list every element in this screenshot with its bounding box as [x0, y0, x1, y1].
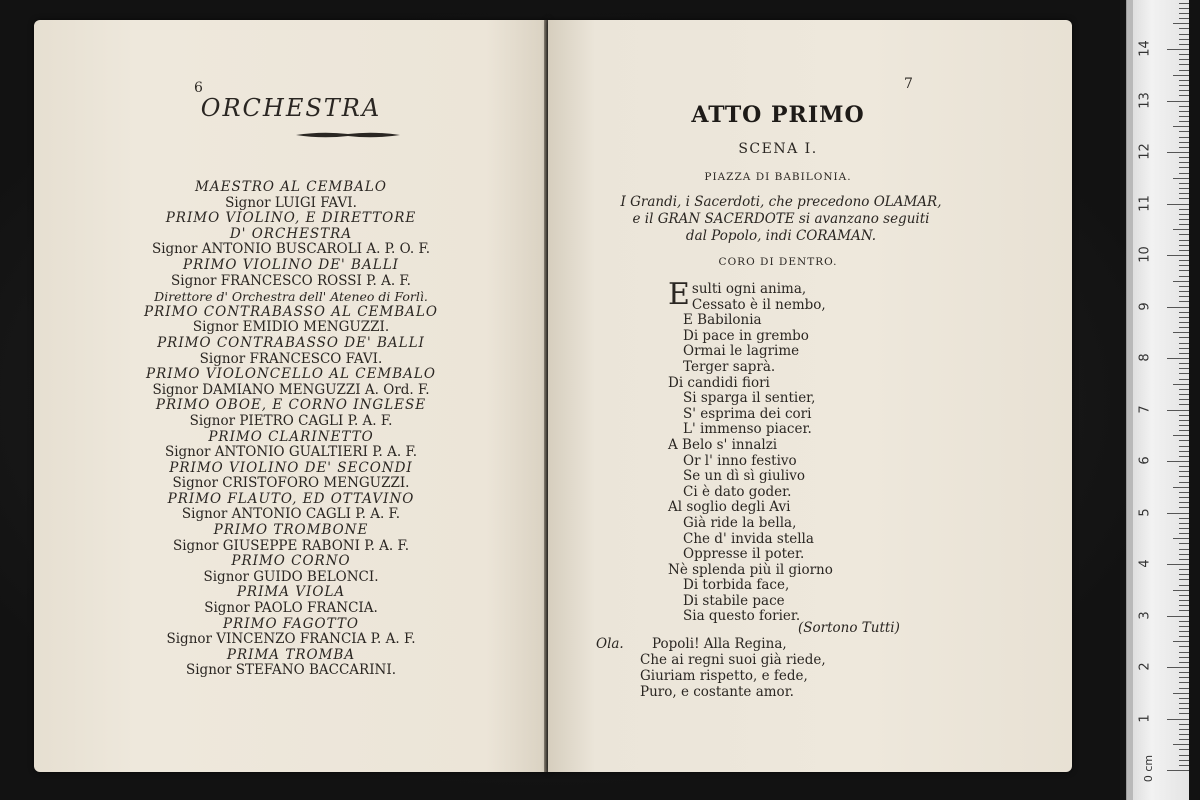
verse-line: S' esprima dei cori — [683, 405, 812, 422]
ruler-tick — [1179, 559, 1189, 560]
ruler-tick — [1179, 518, 1189, 519]
ruler-tick — [1179, 111, 1189, 112]
ruler-tick — [1179, 574, 1189, 575]
roster-role: PRIMO CORNO — [231, 553, 351, 570]
ruler-label: 5 — [1137, 507, 1153, 517]
ruler-tick — [1179, 70, 1189, 71]
ruler-tick — [1179, 147, 1189, 148]
ruler-tick — [1179, 167, 1189, 168]
ruler-tick — [1179, 18, 1189, 19]
ruler-tick — [1173, 75, 1189, 76]
ruler-label: 1 — [1137, 713, 1153, 723]
ruler-tick — [1179, 373, 1189, 374]
ruler-tick — [1179, 698, 1189, 699]
roster-name: Signor STEFANO BACCARINI. — [185, 662, 396, 679]
roster-role: PRIMO OBOE, E CORNO INGLESE — [155, 397, 427, 414]
verse-line: A Belo s' innalzi — [668, 436, 778, 453]
ruler-tick — [1173, 590, 1189, 591]
roster-role: PRIMO CLARINETTO — [208, 428, 374, 445]
ruler-tick — [1179, 54, 1189, 55]
ruler-tick — [1179, 677, 1189, 678]
ruler-tick — [1167, 358, 1189, 359]
ruler-tick — [1167, 255, 1189, 256]
roster-name: Signor VINCENZO FRANCIA P. A. F. — [166, 631, 416, 648]
ruler-tick — [1179, 585, 1189, 586]
roster-name: Signor GUIDO BELONCI. — [203, 568, 379, 585]
ruler-tick — [1179, 425, 1189, 426]
ruler-tick — [1179, 765, 1189, 766]
ruler-tick — [1179, 80, 1189, 81]
roster-role: PRIMO VIOLINO DE' SECONDI — [169, 459, 413, 476]
ruler-label: 13 — [1137, 91, 1153, 109]
page-number: 7 — [904, 76, 913, 92]
ruler-tick — [1179, 44, 1189, 45]
ruler-tick — [1179, 265, 1189, 266]
ruler-tick — [1179, 713, 1189, 714]
ruler-label: 11 — [1137, 194, 1153, 212]
ruler-tick — [1179, 270, 1189, 271]
ruler-tick — [1173, 384, 1189, 385]
ruler-label: 8 — [1137, 353, 1153, 362]
ruler-tick — [1179, 291, 1189, 292]
ruler-tick — [1179, 451, 1189, 452]
ruler-tick — [1179, 734, 1189, 735]
ruler-tick — [1179, 13, 1189, 14]
ruler-tick — [1179, 482, 1189, 483]
ruler-tick — [1179, 173, 1189, 174]
ruler-tick — [1179, 497, 1189, 498]
roster-name: Signor CRISTOFORO MENGUZZI. — [172, 475, 410, 492]
ruler-tick — [1179, 260, 1189, 261]
ruler-tick — [1179, 224, 1189, 225]
scene-place: PIAZZA DI BABILONIA. — [704, 171, 852, 183]
ruler-tick — [1179, 760, 1189, 761]
roster-role: PRIMO CONTRABASSO DE' BALLI — [157, 334, 425, 351]
ruler-tick — [1179, 322, 1189, 323]
ruler-label: 14 — [1137, 40, 1153, 57]
verse-line: Nè splenda più il giorno — [668, 561, 833, 578]
ruler-tick — [1179, 240, 1189, 241]
right-page — [548, 20, 1072, 772]
ruler-tick — [1179, 3, 1189, 4]
ruler-tick — [1179, 317, 1189, 318]
ruler-tick — [1179, 183, 1189, 184]
ruler-tick — [1179, 456, 1189, 457]
ruler-tick — [1167, 667, 1189, 668]
speaker-verse — [640, 636, 826, 700]
ruler-tick — [1179, 106, 1189, 107]
verse-line: Già ride la bella, — [683, 514, 797, 531]
ruler-tick — [1179, 368, 1189, 369]
verse-line: Oppresse il poter. — [683, 546, 805, 563]
ruler-tick — [1179, 662, 1189, 663]
ruler-tick — [1179, 188, 1189, 189]
ruler-tick — [1179, 121, 1189, 122]
ruler-tick — [1179, 502, 1189, 503]
roster-name: Signor FRANCESCO ROSSI P. A. F. — [171, 272, 411, 289]
ruler-tick — [1179, 142, 1189, 143]
verse-line: Di stabile pace — [683, 592, 785, 609]
ruler-tick — [1179, 672, 1189, 673]
ruler-tick — [1167, 307, 1189, 308]
left-page — [34, 20, 548, 772]
ruler-tick — [1179, 579, 1189, 580]
stage-direction-line: I Grandi, i Sacerdoti, che precedono OLAMAR, — [620, 194, 942, 210]
ruler-tick — [1179, 404, 1189, 405]
verse-line: Ci è dato goder. — [683, 483, 792, 500]
drop-cap: E — [668, 277, 690, 312]
stage-direction-line: e il GRAN SACERDOTE si avanzano seguiti — [632, 211, 930, 227]
ruler-tick — [1179, 198, 1189, 199]
ruler-tick — [1167, 513, 1189, 514]
ruler-tick — [1173, 744, 1189, 745]
ruler-tick — [1179, 476, 1189, 477]
ruler-tick — [1179, 430, 1189, 431]
roster-name: Signor EMIDIO MENGUZZI. — [192, 319, 390, 336]
ruler-tick — [1179, 682, 1189, 683]
ruler-tick — [1179, 657, 1189, 658]
ruler-tick — [1179, 631, 1189, 632]
ruler-tick — [1179, 420, 1189, 421]
roster-role: PRIMA VIOLA — [236, 584, 346, 601]
ruler-tick — [1167, 616, 1189, 617]
ruler-tick — [1179, 492, 1189, 493]
chorus-label: CORO DI DENTRO. — [718, 256, 838, 268]
ruler-tick — [1179, 209, 1189, 210]
ruler-tick — [1179, 250, 1189, 251]
roster-name: Signor ANTONIO CAGLI P. A. F. — [181, 506, 401, 523]
ruler-tick — [1179, 636, 1189, 637]
ruler-tick — [1179, 399, 1189, 400]
roster-role: PRIMO VIOLONCELLO AL CEMBALO — [146, 366, 436, 383]
ruler-tick — [1179, 528, 1189, 529]
verse-line: Di pace in grembo — [683, 327, 809, 344]
ruler-tick — [1179, 8, 1189, 9]
verse-line: Terger saprà. — [683, 358, 776, 375]
ruler-tick — [1173, 693, 1189, 694]
ruler-tick — [1179, 652, 1189, 653]
ruler-tick — [1173, 23, 1189, 24]
ruler-tick — [1173, 178, 1189, 179]
ruler-tick — [1179, 729, 1189, 730]
ruler-tick — [1179, 394, 1189, 395]
roster-role: PRIMO TROMBONE — [213, 522, 369, 539]
ruler-tick — [1167, 49, 1189, 50]
ruler-tick — [1167, 410, 1189, 411]
roster-role: PRIMO VIOLINO DE' BALLI — [183, 256, 399, 273]
ruler-tick — [1167, 719, 1189, 720]
roster-role: PRIMO FAGOTTO — [223, 615, 359, 632]
page-number: 6 — [194, 80, 203, 96]
roster-role: PRIMA TROMBA — [226, 646, 356, 663]
ruler-label: 2 — [1137, 662, 1153, 671]
ruler-tick — [1179, 724, 1189, 725]
verse-line: Al soglio degli Avi — [668, 499, 791, 516]
ruler-tick — [1179, 337, 1189, 338]
ruler-tick — [1179, 286, 1189, 287]
verse-line: Ormai le lagrime — [683, 343, 800, 360]
ruler-tick — [1173, 229, 1189, 230]
reply-line: Giuriam rispetto, e fede, — [640, 668, 808, 684]
ruler-tick — [1179, 533, 1189, 534]
ruler-tick — [1179, 157, 1189, 158]
verse-first-text: sulti ogni anima, — [691, 281, 807, 297]
ruler-label: 6 — [1137, 456, 1153, 465]
roster-name: Signor ANTONIO GUALTIERI P. A. F. — [164, 444, 418, 461]
ruler-tick — [1179, 363, 1189, 364]
ruler-tick — [1179, 595, 1189, 596]
ruler-tick — [1179, 234, 1189, 235]
roster-role: PRIMO CONTRABASSO AL CEMBALO — [144, 303, 438, 320]
ruler-tick — [1179, 34, 1189, 35]
orchestra-roster — [34, 180, 548, 679]
ruler-tick — [1173, 641, 1189, 642]
ruler-tick — [1179, 245, 1189, 246]
roster-note: Direttore d' Orchestra dell' Ateneo di Forlì. — [154, 289, 428, 305]
ruler-tick — [1179, 569, 1189, 570]
ruler-label: 12 — [1137, 143, 1153, 160]
act-title: ATTO PRIMO — [691, 102, 865, 128]
verse-line: Sia questo forier. — [683, 608, 801, 625]
verse-line: Cessato è il nembo, — [691, 296, 826, 313]
roster-role: PRIMO FLAUTO, ED OTTAVINO — [167, 490, 415, 507]
ruler-tick — [1179, 605, 1189, 606]
stage-direction-line: dal Popolo, indi CORAMAN. — [685, 228, 877, 244]
verse-line: Che d' invida stella — [683, 530, 814, 547]
ruler-edge — [1127, 0, 1133, 800]
ruler-tick — [1179, 64, 1189, 65]
ruler-tick — [1173, 281, 1189, 282]
ruler-tick — [1179, 39, 1189, 40]
exit-direction: (Sortono Tutti) — [798, 620, 900, 636]
ruler-tick — [1167, 461, 1189, 462]
ruler-tick — [1179, 523, 1189, 524]
ruler-tick — [1179, 626, 1189, 627]
roster-name: Signor DAMIANO MENGUZZI A. Ord. F. — [152, 381, 430, 398]
ruler-tick — [1179, 95, 1189, 96]
ruler-tick — [1179, 214, 1189, 215]
ruler-tick — [1179, 137, 1189, 138]
reply-line: Che ai regni suoi già riede, — [640, 652, 826, 668]
ruler-tick — [1179, 703, 1189, 704]
ruler-tick — [1179, 327, 1189, 328]
verse-line: Se un dì sì giulivo — [683, 468, 806, 485]
ruler-tick — [1179, 193, 1189, 194]
ruler-tick — [1179, 28, 1189, 29]
ruler-tick — [1179, 312, 1189, 313]
ruler-tick — [1179, 549, 1189, 550]
page-title: ORCHESTRA — [200, 94, 382, 122]
ruler-tick — [1173, 435, 1189, 436]
measuring-ruler — [1126, 0, 1189, 800]
ruler-tick — [1167, 101, 1189, 102]
verse-line: Si sparga il sentier, — [683, 390, 816, 407]
ruler-tick — [1179, 296, 1189, 297]
ruler-tick — [1179, 131, 1189, 132]
roster-name: Signor LUIGI FAVI. — [225, 194, 357, 211]
ruler-tick — [1179, 389, 1189, 390]
ruler-tick — [1179, 162, 1189, 163]
ruler-tick — [1179, 507, 1189, 508]
ruler-tick — [1179, 610, 1189, 611]
roster-name: Signor FRANCESCO FAVI. — [199, 350, 383, 367]
scene-heading: SCENA I. — [738, 141, 818, 157]
roster-role: D' ORCHESTRA — [229, 225, 353, 242]
stage-direction — [586, 194, 976, 245]
ruler-tick — [1179, 440, 1189, 441]
ornament-rule — [296, 130, 400, 140]
verse-line: Di torbida face, — [683, 577, 790, 594]
ruler-tick — [1179, 415, 1189, 416]
roster-name: Signor PAOLO FRANCIA. — [204, 600, 378, 617]
ruler-tick — [1179, 621, 1189, 622]
verse-line: Di candidi fiori — [668, 374, 770, 391]
ruler-tick — [1179, 688, 1189, 689]
ruler-tick — [1173, 332, 1189, 333]
ruler-tick — [1179, 543, 1189, 544]
ruler-label: 10 — [1137, 246, 1153, 263]
ruler-tick — [1167, 152, 1189, 153]
ruler-tick — [1179, 276, 1189, 277]
speaker-label: Ola. — [596, 636, 624, 652]
ruler-label: 4 — [1137, 559, 1153, 568]
roster-name: Signor GIUSEPPE RABONI P. A. F. — [172, 537, 410, 554]
ruler-tick — [1167, 204, 1189, 205]
roster-name: Signor PIETRO CAGLI P. A. F. — [189, 412, 393, 429]
ruler-tick — [1167, 770, 1189, 771]
ruler-tick — [1167, 564, 1189, 565]
ruler-tick — [1179, 90, 1189, 91]
chorus-verse — [668, 277, 833, 625]
ruler-unit: 0 cm — [1142, 754, 1156, 783]
roster-role: PRIMO VIOLINO, E DIRETTORE — [165, 210, 417, 227]
ruler-tick — [1179, 59, 1189, 60]
ruler-tick — [1179, 600, 1189, 601]
ruler-tick — [1179, 353, 1189, 354]
ruler-tick — [1179, 85, 1189, 86]
ruler-tick — [1179, 219, 1189, 220]
ruler-tick — [1179, 739, 1189, 740]
verse-line: L' immenso piacer. — [683, 421, 812, 438]
ruler-label: 3 — [1137, 610, 1153, 620]
ruler-tick — [1179, 755, 1189, 756]
reply-line: Popoli! Alla Regina, — [652, 636, 787, 652]
ruler-tick — [1179, 343, 1189, 344]
ruler-label: 7 — [1137, 404, 1153, 414]
ruler-tick — [1179, 348, 1189, 349]
ruler-label: 9 — [1137, 301, 1153, 311]
ruler-tick — [1179, 116, 1189, 117]
ruler-tick — [1179, 446, 1189, 447]
ruler-tick — [1173, 126, 1189, 127]
verse-line: Or l' inno festivo — [683, 452, 797, 469]
ruler-tick — [1179, 301, 1189, 302]
ruler-tick — [1179, 646, 1189, 647]
roster-role: MAESTRO AL CEMBALO — [195, 179, 387, 195]
ruler-tick — [1179, 471, 1189, 472]
verse-line: E Babilonia — [683, 312, 762, 329]
ruler-tick — [1179, 379, 1189, 380]
ruler-tick — [1179, 708, 1189, 709]
roster-name: Signor ANTONIO BUSCAROLI A. P. O. F. — [151, 241, 431, 258]
reply-line: Puro, e costante amor. — [640, 684, 794, 700]
ruler-tick — [1179, 466, 1189, 467]
ruler-tick — [1179, 554, 1189, 555]
ruler-tick — [1173, 538, 1189, 539]
ruler-tick — [1179, 749, 1189, 750]
ruler-tick — [1173, 487, 1189, 488]
